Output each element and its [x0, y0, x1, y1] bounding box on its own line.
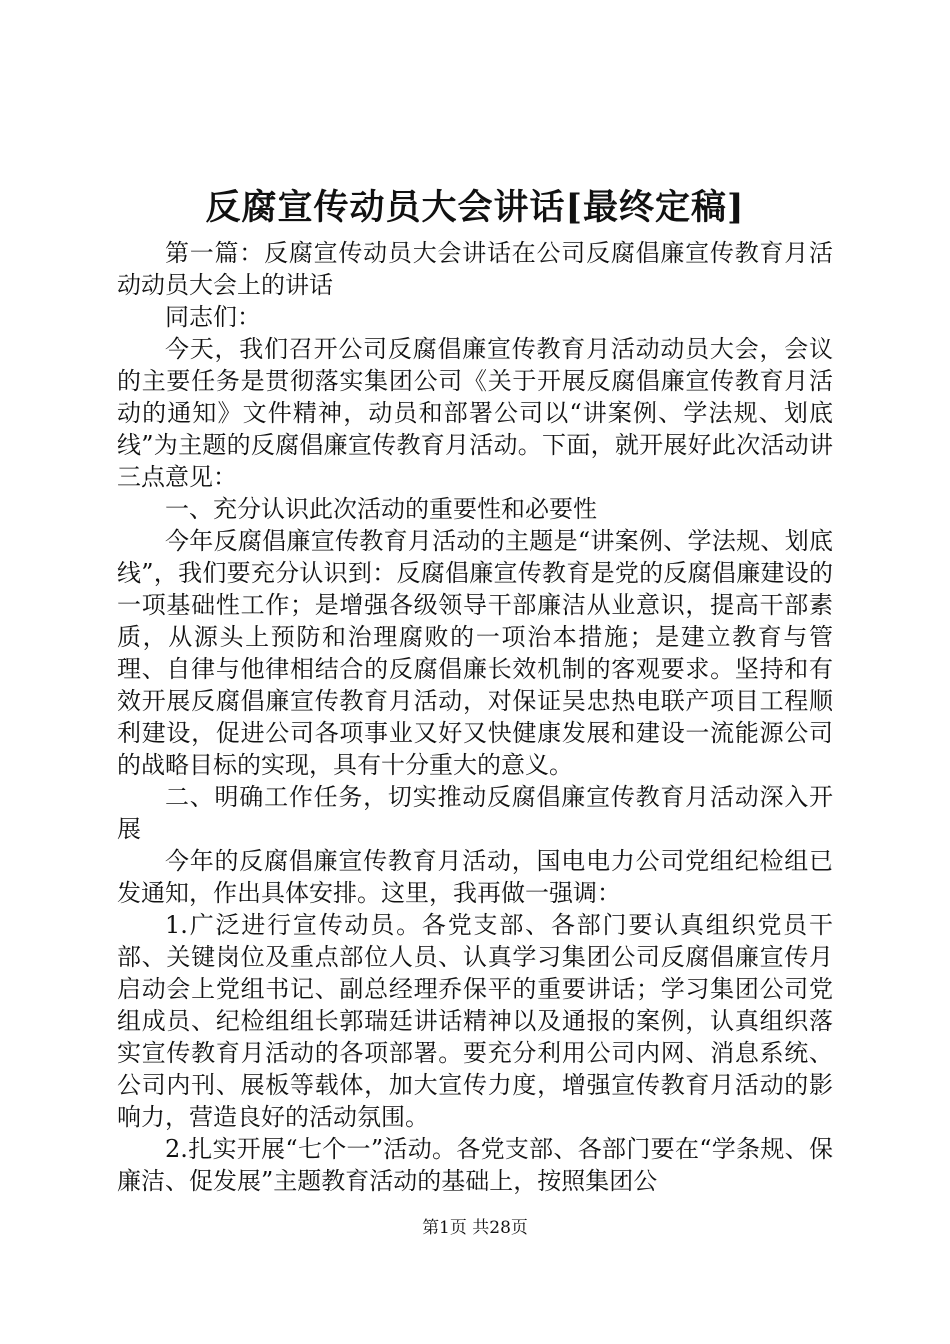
document-body [117, 237, 833, 1197]
paragraph: 同志们： [165, 303, 261, 331]
section-heading: 二、明确工作任务，切实推动反腐倡廉宣传教育月活动深入开展 [117, 783, 833, 843]
paragraph: 1.广泛进行宣传动员。各党支部、各部门要认真组织党员干部、关键岗位及重点部位人员、认真学习集团公司反腐倡廉宣传月启动会上党组书记、副总经理乔保平的重要讲话；学习集团公司党组成员、纪检组组长郭瑞廷讲话精神以及通报的案例，认真组织落实宣传教育月活动的各项部署。要充分利用公司内网、消息系统、公司内刊、展板等载体，加大宣传力度，增强宣传教育月活动的影响力，营造良好的活动氛围。 [117, 911, 833, 1131]
document-title: 反腐宣传动员大会讲话[最终定稿] [205, 187, 745, 228]
page-footer: 第1页 共28页 [422, 1218, 528, 1238]
section-heading: 一、充分认识此次活动的重要性和必要性 [165, 495, 597, 523]
paragraph: 今年的反腐倡廉宣传教育月活动，国电电力公司党组纪检组已发通知，作出具体安排。这里，我再做一强调： [117, 847, 833, 907]
paragraph: 第一篇：反腐宣传动员大会讲话在公司反腐倡廉宣传教育月活动动员大会上的讲话 [117, 239, 833, 299]
paragraph: 今年反腐倡廉宣传教育月活动的主题是“讲案例、学法规、划底线”，我们要充分认识到：反腐倡廉宣传教育是党的反腐倡廉建设的一项基础性工作；是增强各级领导干部廉洁从业意识，提高干部素质，从源头上预防和治理腐败的一项治本措施；是建立教育与管理、自律与他律相结合的反腐倡廉长效机制的客观要求。坚持和有效开展反腐倡廉宣传教育月活动，对保证吴忠热电联产项目工程顺利建设，促进公司各项事业又好又快健康发展和建设一流能源公司的战略目标的实现，具有十分重大的意义。 [117, 527, 833, 779]
paragraph: 2.扎实开展“七个一”活动。各党支部、各部门要在“学条规、保廉洁、促发展”主题教育活动的基础上，按照集团公 [117, 1135, 833, 1195]
paragraph: 今天，我们召开公司反腐倡廉宣传教育月活动动员大会，会议的主要任务是贯彻落实集团公司《关于开展反腐倡廉宣传教育月活动的通知》文件精神，动员和部署公司以“讲案例、学法规、划底线”为主题的反腐倡廉宣传教育月活动。下面，就开展好此次活动讲三点意见： [117, 335, 833, 491]
